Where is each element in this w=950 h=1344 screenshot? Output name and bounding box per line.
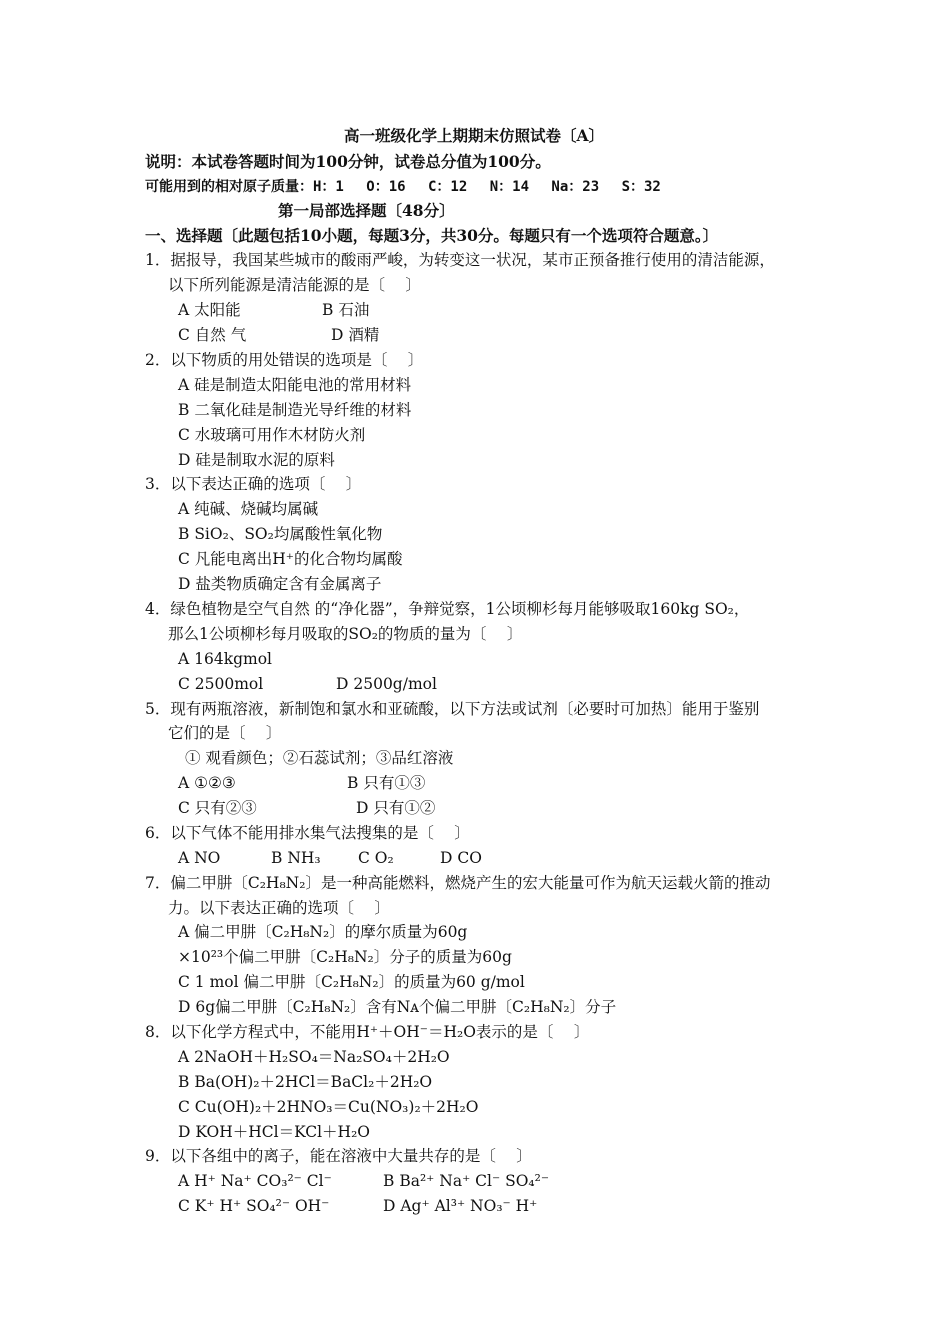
option-a: A NO bbox=[178, 849, 221, 867]
option-a: A 164kgmol bbox=[178, 650, 273, 668]
option-d: D 6g偏二甲肼〔C₂H₈N₂〕含有Nᴀ个偏二甲肼〔C₂H₈N₂〕分子 bbox=[178, 998, 617, 1016]
option-b: B SiO₂、SO₂均属酸性氧化物 bbox=[178, 525, 383, 543]
question-stem: 4．绿色植物是空气自然 的“净化器”，争辩觉察，1公顷柳杉每月能够吸取160kg SO₂， bbox=[145, 600, 750, 618]
question-stem: 5．现有两瓶溶液，新制饱和氯水和亚硫酸，以下方法或试剂〔必要时可加热〕能用于鉴别 bbox=[145, 700, 760, 718]
option-a: A 2NaOH＋H₂SO₄＝Na₂SO₄＋2H₂O bbox=[178, 1048, 450, 1066]
part1-title: 第一局部选择题〔48分〕 bbox=[278, 201, 455, 220]
question-stem: 8．以下化学方程式中，不能用H⁺＋OH⁻＝H₂O表示的是〔 〕 bbox=[145, 1023, 590, 1041]
option-c: C K⁺ H⁺ SO₄²⁻ OH⁻ bbox=[178, 1197, 330, 1215]
exam-note: 说明：本试卷答题时间为100分钟，试卷总分值为100分。 bbox=[145, 152, 551, 171]
question-stem: 2．以下物质的用处错误的选项是〔 〕 bbox=[145, 351, 424, 369]
section1-heading: 一、选择题〔此题包括10小题，每题3分，共30分。每题只有一个选项符合题意。〕 bbox=[145, 226, 719, 245]
option-c: C 只有②③ bbox=[178, 799, 257, 817]
question-methods: ① 观看颜色；②石蕊试剂；③品红溶液 bbox=[185, 749, 454, 767]
exam-title: 高一班级化学上期期末仿照试卷〔A〕 bbox=[344, 126, 605, 145]
question-stem: 力。以下表达正确的选项〔 〕 bbox=[168, 899, 390, 917]
option-b: B 石油 bbox=[322, 301, 370, 319]
option-d: D KOH＋HCl＝KCl＋H₂O bbox=[178, 1123, 370, 1141]
option-d: D 盐类物质确定含有金属离子 bbox=[178, 575, 382, 593]
option-c: C 水玻璃可用作木材防火剂 bbox=[178, 426, 366, 444]
atomic-masses: 可能用到的相对原子质量：H：1 O：16 C：12 N：14 Na：23 S：32 bbox=[145, 179, 661, 195]
option-a: A 太阳能 bbox=[178, 301, 241, 319]
option-d: D 酒精 bbox=[331, 326, 380, 344]
option-b: ×10²³个偏二甲肼〔C₂H₈N₂〕分子的质量为60g bbox=[178, 948, 512, 966]
option-a: A 偏二甲肼〔C₂H₈N₂〕的摩尔质量为60g bbox=[178, 923, 468, 941]
option-d: D Ag⁺ Al³⁺ NO₃⁻ H⁺ bbox=[383, 1197, 538, 1215]
option-c: C 凡能电离出H⁺的化合物均属酸 bbox=[178, 550, 403, 568]
option-b: B 二氧化硅是制造光导纤维的材料 bbox=[178, 401, 412, 419]
option-d: D CO bbox=[440, 849, 482, 867]
option-a: A 硅是制造太阳能电池的常用材料 bbox=[178, 376, 412, 394]
option-b: B NH₃ bbox=[271, 849, 321, 867]
question-stem: 1．据报导，我国某些城市的酸雨严峻，为转变这一状况，某市正预备推行使用的清洁能源， bbox=[145, 251, 775, 269]
option-a: A H⁺ Na⁺ CO₃²⁻ Cl⁻ bbox=[178, 1172, 332, 1190]
option-b: B 只有①③ bbox=[347, 774, 426, 792]
option-c: C Cu(OH)₂＋2HNO₃＝Cu(NO₃)₂＋2H₂O bbox=[178, 1098, 479, 1116]
option-d: D 2500g/mol bbox=[336, 675, 437, 693]
option-c: C 自然 气 bbox=[178, 326, 247, 344]
option-b: B Ba(OH)₂＋2HCl＝BaCl₂＋2H₂O bbox=[178, 1073, 433, 1091]
option-d: D 硅是制取水泥的原料 bbox=[178, 451, 335, 469]
option-a: A ①②③ bbox=[178, 774, 236, 792]
option-a: A 纯碱、烧碱均属碱 bbox=[178, 500, 319, 518]
question-stem: 3．以下表达正确的选项〔 〕 bbox=[145, 475, 362, 493]
option-d: D 只有①② bbox=[356, 799, 436, 817]
option-b: B Ba²⁺ Na⁺ Cl⁻ SO₄²⁻ bbox=[383, 1172, 550, 1190]
question-stem: 那么1公顷柳杉每月吸取的SO₂的物质的量为〔 〕 bbox=[168, 625, 523, 643]
option-c: C 2500mol bbox=[178, 675, 264, 693]
option-c: C 1 mol 偏二甲肼〔C₂H₈N₂〕的质量为60 g/mol bbox=[178, 973, 525, 991]
question-stem: 9．以下各组中的离子，能在溶液中大量共存的是〔 〕 bbox=[145, 1147, 532, 1165]
question-stem: 它们的是〔 〕 bbox=[168, 724, 282, 742]
question-stem: 7．偏二甲肼〔C₂H₈N₂〕是一种高能燃料，燃烧产生的宏大能量可作为航天运载火箭的推动 bbox=[145, 874, 771, 892]
question-stem: 6．以下气体不能用排水集气法搜集的是〔 〕 bbox=[145, 824, 470, 842]
question-stem: 以下所列能源是清洁能源的是〔 〕 bbox=[168, 276, 421, 294]
option-c: C O₂ bbox=[358, 849, 394, 867]
